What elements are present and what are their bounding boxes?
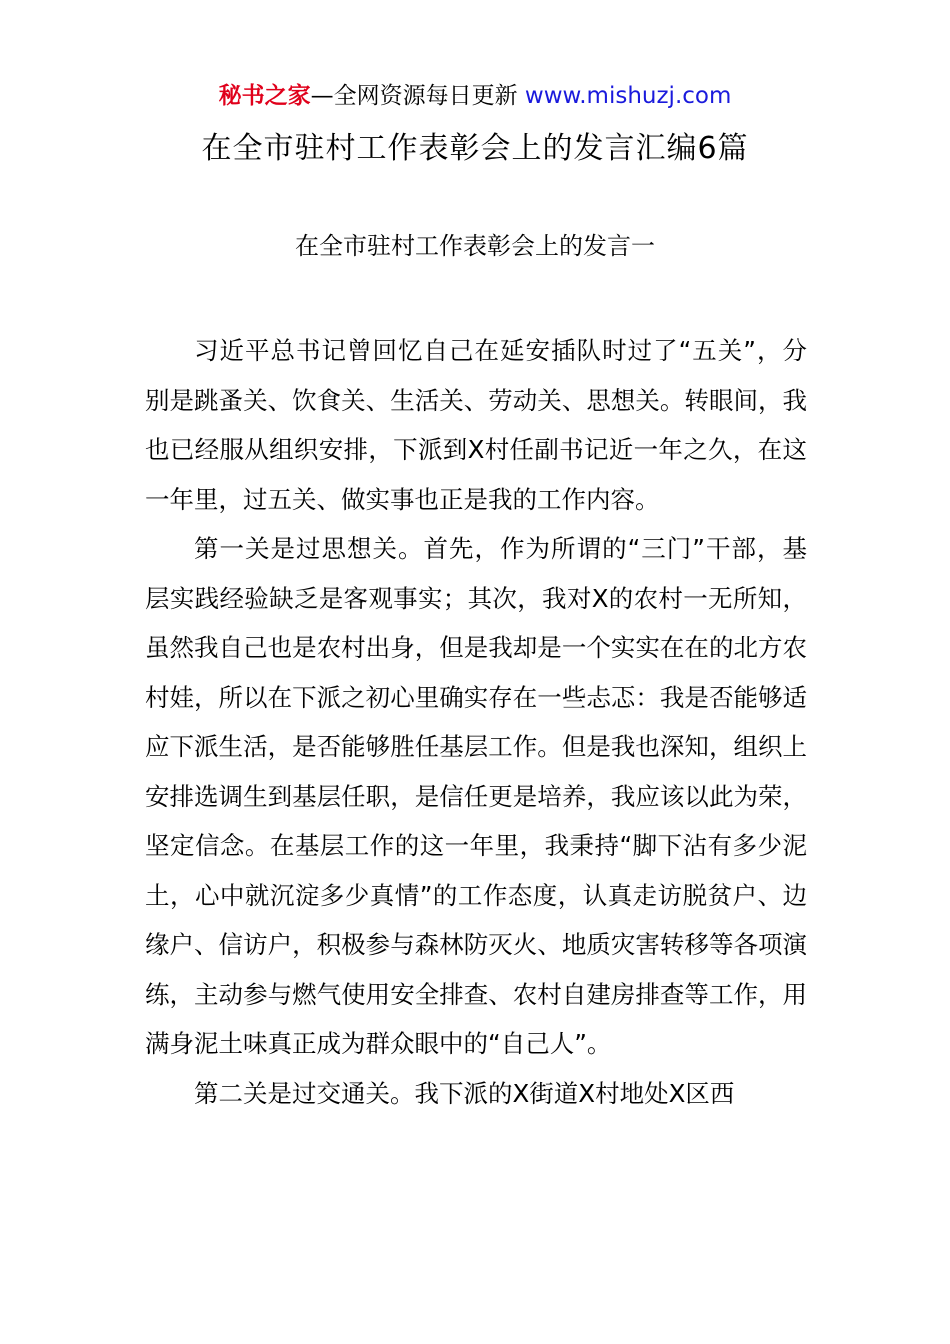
brand-name: 秘书之家 [218, 83, 311, 109]
site-header [0, 80, 950, 112]
body-paragraph: 习近平总书记曾回忆自己在延安插队时过了“五关”，分别是跳蚤关、饮食关、生活关、劳动关、思想关。转眼间，我也已经服从组织安排，下派到X村任副书记近一年之久，在这一年里，过五关、做实事也正是我的工作内容。 [145, 336, 807, 514]
body-paragraph: 第二关是过交通关。我下派的X街道X村地处X区西 [194, 1078, 735, 1108]
site-url-link[interactable]: www.mishuzj.com [524, 83, 732, 109]
body-paragraph: 第一关是过思想关。首先，作为所谓的“三门”干部，基层实践经验缺乏是客观事实；其次，我对X的农村一无所知，虽然我自己也是农村出身，但是我却是一个实实在在的北方农村娃，所以在下派之初心里确实存在一些忐忑：我是否能够适应下派生活，是否能够胜任基层工作。但是我也深知，组织上安排选调生到基层任职，是信任更是培养，我应该以此为荣，坚定信念。在基层工作的这一年里，我秉持“脚下沾有多少泥土，心中就沉淀多少真情”的工作态度，认真走访脱贫户、边缘户、信访户，积极参与森林防灭火、地质灾害转移等各项演练，主动参与燃气使用安全排查、农村自建房排查等工作，用满身泥土味真正成为群众眼中的“自己人”。 [145, 534, 807, 1058]
header-tagline: —全网资源每日更新 [310, 83, 518, 109]
document-body [145, 326, 807, 1118]
document-title: 在全市驻村工作表彰会上的发言汇编6篇 [201, 131, 749, 166]
section-title: 在全市驻村工作表彰会上的发言一 [295, 232, 655, 260]
